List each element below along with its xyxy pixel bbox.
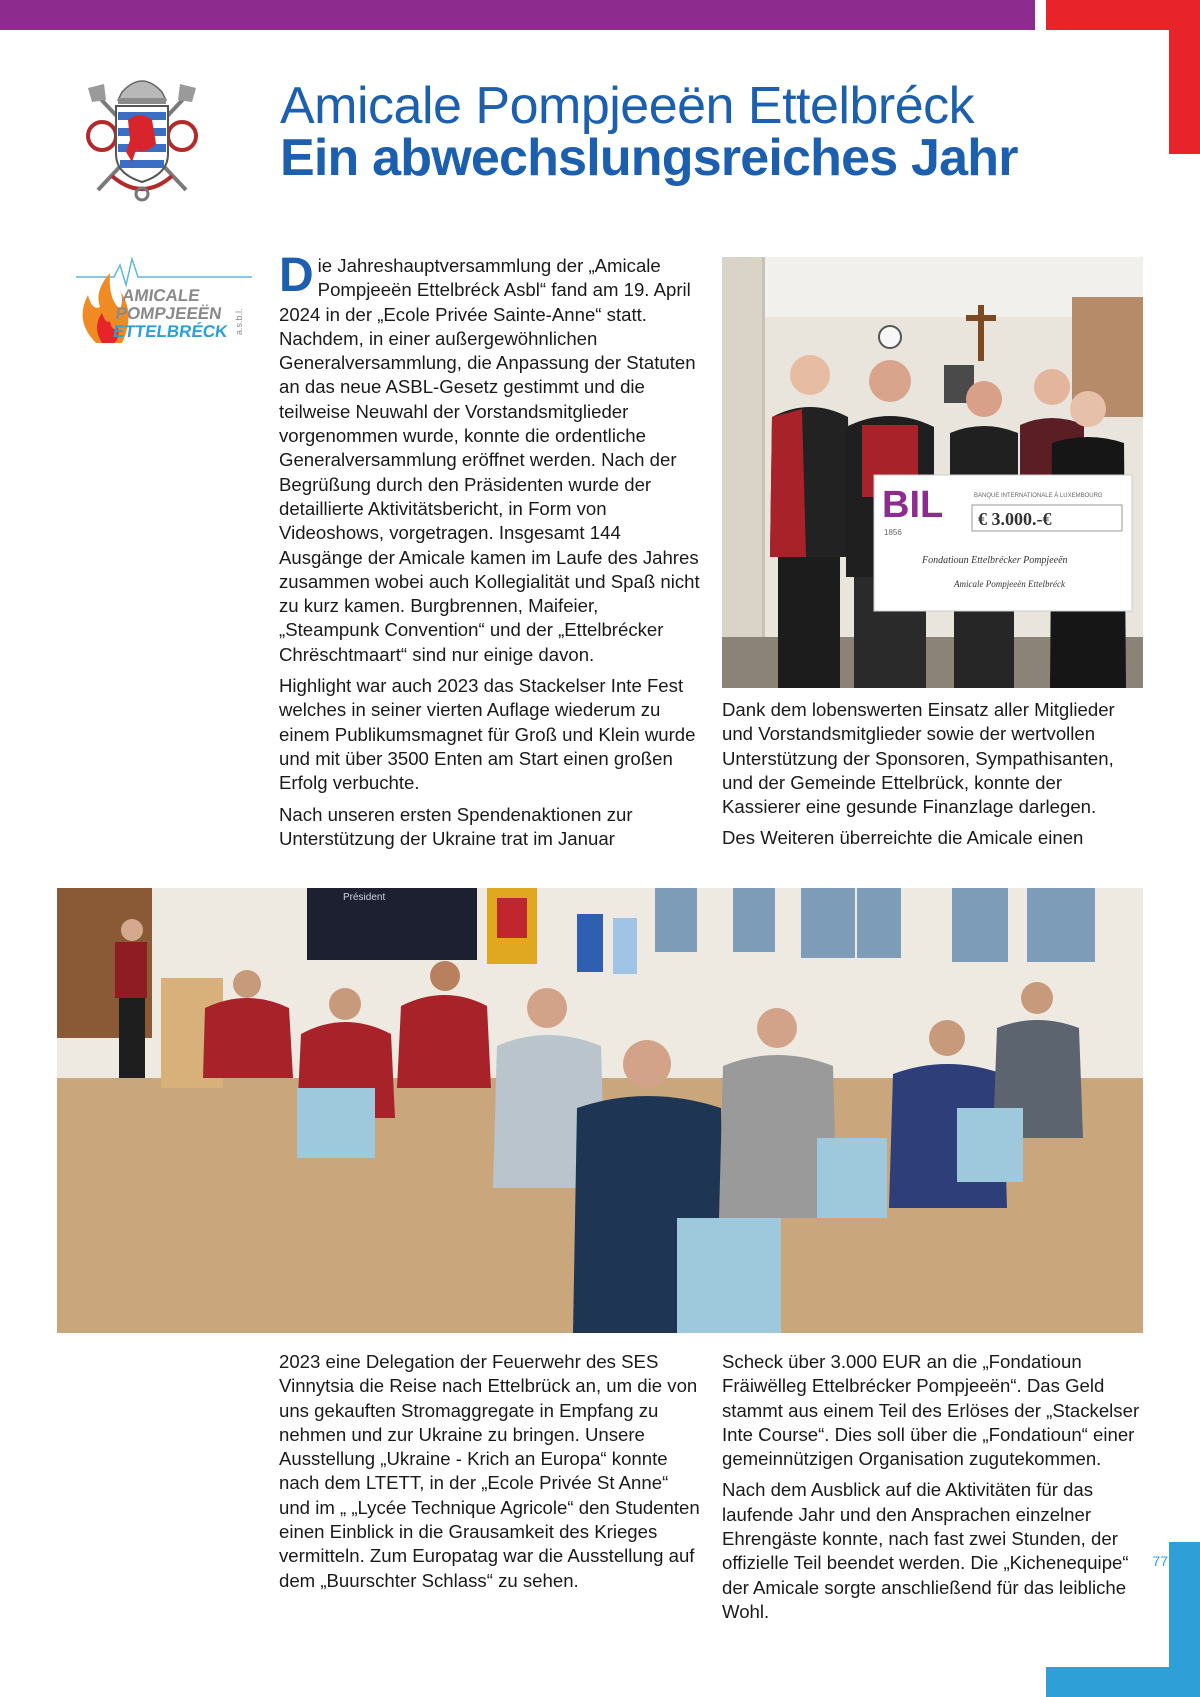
logo-text-line2: POMPJEEËN xyxy=(114,304,223,323)
logo-text-line3: ETTELBRÉCK xyxy=(111,322,229,341)
amicale-logo xyxy=(74,255,254,345)
cheque-donor: Amicale Pompjeeën Ettelbréck xyxy=(954,579,1065,589)
article-column-2 xyxy=(722,698,1144,858)
top-red-bar xyxy=(1046,0,1200,30)
article-paragraph xyxy=(279,249,703,667)
title-headline: Ein abwechslungsreiches Jahr xyxy=(280,129,1018,187)
article-title xyxy=(280,77,1160,187)
right-red-tab xyxy=(1169,30,1200,154)
cheque-bank-year: 1856 xyxy=(884,528,902,537)
general-assembly-photo xyxy=(57,888,1143,1333)
cheque-bank-name: BANQUE INTERNATIONALE À LUXEMBOURG xyxy=(974,493,1103,499)
logo-text-line1: AMICALE xyxy=(120,286,202,305)
article-paragraph: Scheck über 3.000 EUR an die „Fondatioun Fräiwëlleg Ettelbrécker Pompjeeën“. Das Geld stammt aus einem Teil des Erlöses der „Stackelser Inte Course“. Dies soll über die „Fondatioun“ einer gemeinnützigen Organisation zugutekommen. xyxy=(722,1351,1140,1470)
article-column-1 xyxy=(279,249,703,858)
cheque-amount: € 3.000.-€ xyxy=(978,509,1052,529)
paragraph-text: ie Jahreshauptversammlung der „Amicale Pompjeeën Ettelbréck Asbl“ fand am 19. April 2024 in der „Ecole Privée Sainte-Anne“ statt. Nachdem, in einer außergewöhnlichen Generalversammlung, die Anpassung der Statuten an das neue ASBL-Gesetz gestimmt und die teilweise Neuwahl der Vorstandsmitglieder vorgenommen wurde, konnte die ordentliche Generalversammlung eröffnet werden. Nach der Begrüßung durch den Präsidenten wurde der detaillierte Aktivitätsbericht, in Form von Videoshows, vorgetragen. Insgesamt 144 Ausgänge der Amicale kamen im Laufe des Jahres zusammen wobei auch Kollegialität und Spaß nicht zu kurz kamen. Burgbrennen, Maifeier, „Steampunk Convention“ und der „Ettelbrécker Chrëschtmaart“ sind nur einige davon. xyxy=(279,255,700,665)
drop-cap: D xyxy=(279,249,314,302)
logo-text-suffix: a.s.b.l. xyxy=(234,308,244,335)
fire-brigade-crest-logo xyxy=(82,70,202,206)
article-paragraph: Des Weiteren überreichte die Amicale einen xyxy=(722,827,1084,849)
bottom-blue-bar xyxy=(1046,1667,1200,1697)
article-paragraph: 2023 eine Delegation der Feuerwehr des SES Vinnytsia die Reise nach Ettelbrück an, um die von uns gekauften Stromaggregate in Empfang zu nehmen und zur Ukraine zu bringen. Unsere Ausstellung „Ukraine - Krich an Europa“ konnte nach dem LTETT, in der „Ecole Privée St Anne“ und im „ „Lycée Technique Agricole“ den Studenten einen Einblick in die Grausamkeit des Krieges vermitteln. Zum Europatag war die Ausstellung auf dem „Buurschter Schlass“ zu sehen. xyxy=(279,1351,700,1591)
cheque-bank-logo: BIL xyxy=(882,484,944,526)
article-paragraph: Nach dem Ausblick auf die Aktivitäten für das laufende Jahr und den Ansprachen einzelner Ehrengäste konnte, nach fast zwei Stunden, der offizielle Teil beendet werden. Die „Kichenequipe“ der Amicale sorgte anschließend für das leibliche Wohl. xyxy=(722,1479,1129,1622)
article-column-3 xyxy=(279,1350,703,1600)
page-number: 77 xyxy=(1152,1553,1168,1569)
projection-label: Président xyxy=(343,892,386,903)
top-purple-bar xyxy=(0,0,1035,30)
article-paragraph: Dank dem lobenswerten Einsatz aller Mitglieder und Vorstandsmitglieder sowie der wertvollen Unterstützung der Sponsoren, Sympathisanten, und der Gemeinde Ettelbrück, konnte der Kassierer eine gesunde Finanzlage darlegen. xyxy=(722,699,1115,818)
cheque-beneficiary: Fondatioun Ettelbrécker Pompjeeën xyxy=(922,555,1068,566)
article-paragraph: Highlight war auch 2023 das Stackelser Inte Fest welches in seiner vierten Auflage wiederum zu einem Publikumsmagnet für Groß und Klein wurde und mit über 3500 Enten am Start einen großen Erfolg verbuchte. xyxy=(279,675,696,794)
article-column-4 xyxy=(722,1350,1144,1631)
article-paragraph: Nach unseren ersten Spendenaktionen zur Unterstützung der Ukraine trat im Januar xyxy=(279,803,633,849)
cheque-handover-photo xyxy=(722,257,1143,688)
title-organization: Amicale Pompjeeën Ettelbréck xyxy=(280,77,975,135)
